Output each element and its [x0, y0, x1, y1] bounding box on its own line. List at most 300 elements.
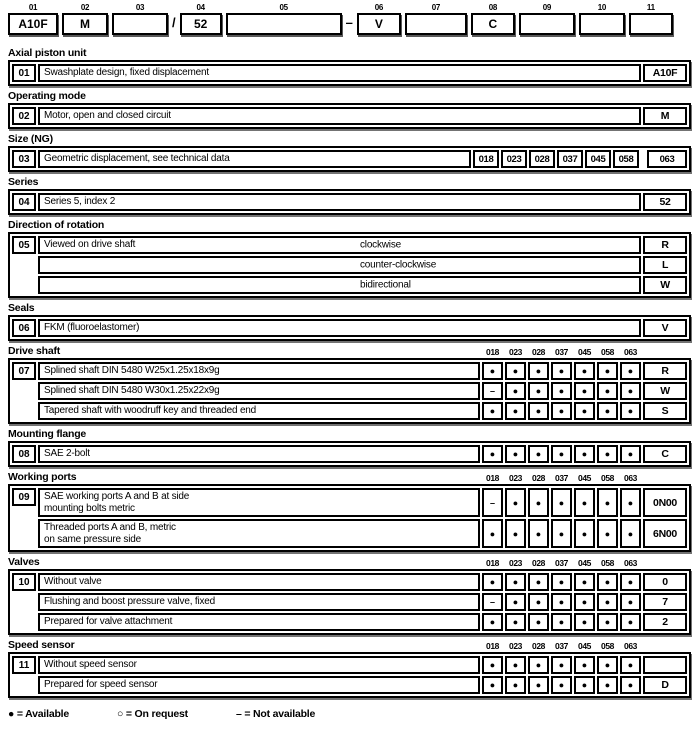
table-row — [38, 593, 687, 611]
availability-cell: ● — [597, 613, 618, 631]
option-code-box: 52 — [643, 193, 687, 211]
table-row — [38, 193, 687, 211]
section-title: Drive shaft — [8, 345, 61, 357]
section-mounting-flange — [8, 428, 691, 467]
position-number: 11 — [12, 656, 36, 674]
section-title: Working ports — [8, 471, 77, 483]
row-description: Motor, open and closed circuit — [44, 110, 171, 122]
size-label: 063 — [624, 473, 637, 483]
availability-cell: ● — [620, 382, 641, 400]
field-value-box: A10F — [8, 13, 58, 35]
availability-cell: ● — [528, 488, 549, 517]
option-code-box: 7 — [643, 593, 687, 611]
availability-cell: ● — [551, 573, 572, 591]
size-code-box: 018 — [473, 150, 499, 168]
field-number: 02 — [80, 3, 90, 12]
option-code-box: R — [643, 362, 687, 380]
availability-cell: ● — [574, 656, 595, 674]
row-description-box — [38, 107, 641, 125]
option-code-box: V — [643, 319, 687, 337]
model-code-field — [471, 3, 515, 35]
availability-cell: ● — [528, 445, 549, 463]
availability-cell: ● — [574, 519, 595, 548]
size-label: 058 — [601, 347, 614, 357]
model-code-field — [629, 3, 673, 35]
size-label: 028 — [532, 473, 545, 483]
table-row — [38, 382, 687, 400]
availability-cell: ● — [574, 676, 595, 694]
model-code-field — [8, 3, 58, 35]
availability-cell: ● — [551, 362, 572, 380]
availability-cell: ● — [551, 382, 572, 400]
availability-cell: – — [482, 593, 503, 611]
row-description: Series 5, index 2 — [44, 196, 116, 208]
legend-item: ○ = On request — [117, 708, 188, 720]
availability-cell: ● — [620, 573, 641, 591]
position-number-column — [12, 319, 36, 337]
section-header — [8, 219, 691, 231]
availability-cells — [482, 593, 641, 611]
legend-item: – = Not available — [235, 708, 316, 720]
field-value-box: M — [62, 13, 108, 35]
field-number: 11 — [646, 3, 655, 12]
availability-cell: ● — [528, 573, 549, 591]
model-code-field — [180, 3, 222, 35]
availability-cell: ● — [482, 656, 503, 674]
option-code-box — [643, 656, 687, 674]
section-header — [8, 90, 691, 102]
row-description: Viewed on drive shaft — [44, 239, 136, 251]
section-title: Mounting flange — [8, 428, 87, 440]
availability-cell: ● — [551, 676, 572, 694]
size-code-box: 058 — [613, 150, 639, 168]
section-header — [8, 176, 691, 188]
option-code-box: 0N00 — [643, 488, 687, 517]
availability-cell: ● — [505, 382, 526, 400]
availability-cell: ● — [528, 519, 549, 548]
position-number-column — [12, 445, 36, 463]
field-value-box — [112, 13, 168, 35]
position-number: 02 — [12, 107, 36, 125]
size-label: 037 — [555, 473, 568, 483]
availability-cell: ● — [574, 593, 595, 611]
availability-cell: ● — [551, 488, 572, 517]
field-number: 07 — [431, 3, 441, 12]
table-row — [38, 676, 687, 694]
section-rows — [38, 107, 687, 125]
code-separator: / — [172, 15, 176, 30]
availability-cell: ● — [597, 445, 618, 463]
position-number: 04 — [12, 193, 36, 211]
row-description-box — [38, 613, 480, 631]
size-label: 018 — [486, 347, 499, 357]
availability-cells — [482, 676, 641, 694]
availability-cell: ● — [505, 402, 526, 420]
section-box — [8, 358, 691, 424]
availability-cells — [482, 613, 641, 631]
table-row — [38, 150, 687, 168]
row-description: FKM (fluoroelastomer) — [44, 322, 140, 334]
availability-cell: ● — [620, 613, 641, 631]
availability-cell: ● — [597, 573, 618, 591]
table-row — [38, 276, 687, 294]
size-label: 037 — [555, 347, 568, 357]
model-code-row — [8, 3, 691, 35]
row-description-box — [38, 402, 480, 420]
section-title: Axial piston unit — [8, 47, 87, 59]
option-code-box: M — [643, 107, 687, 125]
availability-cell: ● — [574, 613, 595, 631]
sizes-column-header — [482, 347, 641, 357]
row-description-box — [38, 319, 641, 337]
row-description-box — [38, 382, 480, 400]
availability-cell: ● — [505, 519, 526, 548]
sizes-column-header — [482, 641, 641, 651]
model-code-field — [519, 3, 575, 35]
section-title: Operating mode — [8, 90, 86, 102]
section-valves — [8, 556, 691, 635]
option-code-box: W — [643, 276, 687, 294]
table-row — [38, 519, 687, 548]
section-box — [8, 103, 691, 129]
field-value-box — [226, 13, 342, 35]
availability-cell: ● — [620, 656, 641, 674]
section-rows — [38, 150, 687, 168]
availability-cell: ● — [574, 573, 595, 591]
position-number-column — [12, 107, 36, 125]
availability-cell: ● — [482, 613, 503, 631]
availability-cells — [482, 382, 641, 400]
section-box — [8, 189, 691, 215]
model-code-field — [579, 3, 625, 35]
section-rows — [38, 656, 687, 694]
section-box — [8, 441, 691, 467]
size-code-box: 028 — [529, 150, 555, 168]
row-description-line2: mounting bolts metric — [44, 502, 135, 514]
size-label: 028 — [532, 641, 545, 651]
section-rows — [38, 445, 687, 463]
availability-cell: ● — [482, 573, 503, 591]
row-description: Without speed sensor — [44, 659, 137, 671]
availability-cells — [482, 488, 641, 517]
section-header — [8, 428, 691, 440]
availability-cell: ● — [482, 519, 503, 548]
availability-cell: ● — [597, 593, 618, 611]
row-description-box — [38, 193, 641, 211]
option-code-box: W — [643, 382, 687, 400]
availability-cell: ● — [482, 676, 503, 694]
section-operating-mode — [8, 90, 691, 129]
section-title: Seals — [8, 302, 35, 314]
row-description-box — [38, 656, 480, 674]
availability-cell: ● — [597, 382, 618, 400]
row-description: Splined shaft DIN 5480 W25x1.25x18x9g — [44, 365, 220, 377]
row-description: Swashplate design, fixed displacement — [44, 67, 209, 79]
model-code-field — [112, 3, 168, 35]
position-number-column — [12, 656, 36, 694]
model-code-field — [226, 3, 342, 35]
size-code-boxes — [473, 150, 687, 168]
legend-item: ● = Available — [8, 708, 70, 720]
availability-cell: ● — [574, 402, 595, 420]
section-rows — [38, 319, 687, 337]
size-label: 037 — [555, 558, 568, 568]
table-row — [38, 64, 687, 82]
availability-cell: ● — [528, 362, 549, 380]
size-code-box: 045 — [585, 150, 611, 168]
field-number: 09 — [542, 3, 552, 12]
rotation-option-label: clockwise — [360, 239, 401, 251]
availability-legend — [8, 708, 691, 720]
table-row — [38, 256, 687, 274]
availability-cell: ● — [620, 488, 641, 517]
option-code-box: 2 — [643, 613, 687, 631]
row-description-box — [38, 64, 641, 82]
availability-cell: ● — [620, 593, 641, 611]
section-box — [8, 569, 691, 635]
option-code-box: A10F — [643, 64, 687, 82]
rotation-option-label: counter-clockwise — [360, 259, 437, 271]
row-description-box — [38, 519, 480, 548]
option-code-box: L — [643, 256, 687, 274]
row-description: Threaded ports A and B, metric — [44, 522, 176, 533]
section-title: Valves — [8, 556, 40, 568]
size-label: 058 — [601, 641, 614, 651]
availability-cell: ● — [551, 656, 572, 674]
table-row — [38, 402, 687, 420]
section-drive-shaft — [8, 345, 691, 424]
row-description-box — [38, 676, 480, 694]
field-number: 06 — [374, 3, 384, 12]
section-rows — [38, 193, 687, 211]
section-rows — [38, 236, 687, 294]
availability-cell: ● — [551, 402, 572, 420]
size-label: 063 — [624, 347, 637, 357]
section-rows — [38, 488, 687, 548]
size-label: 028 — [532, 558, 545, 568]
size-code-box: 023 — [501, 150, 527, 168]
model-code-field — [62, 3, 108, 35]
row-description: Prepared for valve attachment — [44, 616, 173, 628]
section-header — [8, 133, 691, 145]
size-label: 045 — [578, 558, 591, 568]
size-label: 037 — [555, 641, 568, 651]
position-number-column — [12, 488, 36, 548]
section-axial-piston-unit — [8, 47, 691, 86]
field-number: 01 — [28, 3, 38, 12]
row-description: Tapered shaft with woodruff key and threaded end — [44, 405, 257, 417]
availability-cell: ● — [597, 676, 618, 694]
size-label: 023 — [509, 473, 522, 483]
size-label: 045 — [578, 641, 591, 651]
size-code-box: 063 — [647, 150, 687, 168]
availability-cell: ● — [574, 445, 595, 463]
size-label: 023 — [509, 347, 522, 357]
section-working-ports — [8, 471, 691, 552]
row-description-box — [38, 445, 480, 463]
availability-cell: ● — [574, 488, 595, 517]
availability-cell: ● — [482, 445, 503, 463]
availability-cell: ● — [597, 402, 618, 420]
row-description: SAE 2-bolt — [44, 448, 90, 460]
size-label: 063 — [624, 641, 637, 651]
section-speed-sensor — [8, 639, 691, 698]
field-value-box: 52 — [180, 13, 222, 35]
row-description-box — [38, 593, 480, 611]
section-rows — [38, 362, 687, 420]
section-header — [8, 47, 691, 59]
row-description: SAE working ports A and B at side — [44, 491, 190, 502]
section-box — [8, 232, 691, 298]
size-label: 058 — [601, 473, 614, 483]
field-number: 05 — [279, 3, 288, 12]
row-description: Without valve — [44, 576, 102, 588]
position-number: 07 — [12, 362, 36, 380]
availability-cells — [482, 445, 641, 463]
table-row — [38, 488, 687, 517]
model-code-field — [357, 3, 401, 35]
position-number-column — [12, 64, 36, 82]
position-number-column — [12, 362, 36, 420]
availability-cell: ● — [528, 402, 549, 420]
availability-cell: ● — [597, 362, 618, 380]
availability-cell: ● — [620, 519, 641, 548]
rotation-option-label: bidirectional — [360, 279, 411, 291]
section-size-ng- — [8, 133, 691, 172]
row-description-box — [38, 362, 480, 380]
section-title: Speed sensor — [8, 639, 75, 651]
table-row — [38, 445, 687, 463]
section-box — [8, 146, 691, 172]
row-description-box — [38, 150, 471, 168]
position-number: 08 — [12, 445, 36, 463]
position-number-column — [12, 150, 36, 168]
section-title: Direction of rotation — [8, 219, 105, 231]
section-rows — [38, 573, 687, 631]
size-label: 018 — [486, 473, 499, 483]
availability-cell: ● — [528, 593, 549, 611]
row-description-box — [38, 488, 480, 517]
field-value-box — [579, 13, 625, 35]
field-value-box — [629, 13, 673, 35]
availability-cells — [482, 362, 641, 380]
availability-cell: ● — [574, 362, 595, 380]
field-number: 04 — [196, 3, 205, 12]
position-number-column — [12, 193, 36, 211]
row-description: Geometric displacement, see technical data — [44, 153, 230, 165]
availability-cell: ● — [505, 593, 526, 611]
section-header — [8, 471, 691, 483]
availability-cell: ● — [482, 362, 503, 380]
section-box — [8, 652, 691, 698]
availability-cell: ● — [528, 656, 549, 674]
availability-cells — [482, 573, 641, 591]
size-label: 018 — [486, 558, 499, 568]
availability-cell: ● — [528, 676, 549, 694]
option-code-box: R — [643, 236, 687, 254]
table-row — [38, 613, 687, 631]
model-code-field — [405, 3, 467, 35]
availability-cells — [482, 519, 641, 548]
section-header — [8, 302, 691, 314]
size-label: 045 — [578, 347, 591, 357]
section-header — [8, 345, 691, 357]
size-label: 023 — [509, 558, 522, 568]
sections-container — [8, 47, 691, 698]
section-series — [8, 176, 691, 215]
field-number: 03 — [135, 3, 145, 12]
table-row — [38, 656, 687, 674]
availability-cells — [482, 656, 641, 674]
size-label: 058 — [601, 558, 614, 568]
size-label: 028 — [532, 347, 545, 357]
section-seals — [8, 302, 691, 341]
table-row — [38, 107, 687, 125]
sizes-column-header — [482, 473, 641, 483]
option-code-box: D — [643, 676, 687, 694]
row-description-box — [38, 573, 480, 591]
section-title: Series — [8, 176, 39, 188]
table-row — [38, 319, 687, 337]
size-label: 023 — [509, 641, 522, 651]
availability-cell: ● — [597, 488, 618, 517]
option-code-box: S — [643, 402, 687, 420]
availability-cell: ● — [551, 445, 572, 463]
position-number: 03 — [12, 150, 36, 168]
availability-cell: ● — [551, 519, 572, 548]
sizes-column-header — [482, 558, 641, 568]
field-value-box: C — [471, 13, 515, 35]
row-description: Flushing and boost pressure valve, fixed — [44, 596, 215, 608]
size-code-box: 037 — [557, 150, 583, 168]
section-title: Size (NG) — [8, 133, 53, 145]
row-description: Splined shaft DIN 5480 W30x1.25x22x9g — [44, 385, 220, 397]
field-number: 10 — [597, 3, 607, 12]
availability-cell: ● — [620, 402, 641, 420]
position-number: 06 — [12, 319, 36, 337]
field-value-box — [519, 13, 575, 35]
option-code-box: 0 — [643, 573, 687, 591]
option-code-box: C — [643, 445, 687, 463]
availability-cells — [482, 402, 641, 420]
availability-cell: ● — [597, 519, 618, 548]
row-description-line2: on same pressure side — [44, 533, 141, 545]
availability-cell: ● — [505, 445, 526, 463]
availability-cell: ● — [574, 382, 595, 400]
size-label: 045 — [578, 473, 591, 483]
position-number: 01 — [12, 64, 36, 82]
availability-cell: ● — [505, 488, 526, 517]
availability-cell: ● — [620, 445, 641, 463]
availability-cell: – — [482, 488, 503, 517]
availability-cell: ● — [620, 676, 641, 694]
row-description-box — [38, 256, 641, 274]
section-rows — [38, 64, 687, 82]
availability-cell: ● — [505, 613, 526, 631]
availability-cell: ● — [505, 656, 526, 674]
row-description-box — [38, 236, 641, 254]
availability-cell: ● — [551, 613, 572, 631]
availability-cell: – — [482, 382, 503, 400]
section-direction-of-rotation — [8, 219, 691, 298]
section-box — [8, 484, 691, 552]
size-label: 063 — [624, 558, 637, 568]
code-separator: – — [345, 15, 353, 30]
position-number-column — [12, 573, 36, 631]
position-number: 09 — [12, 488, 36, 506]
position-number-column — [12, 236, 36, 294]
section-box — [8, 60, 691, 86]
